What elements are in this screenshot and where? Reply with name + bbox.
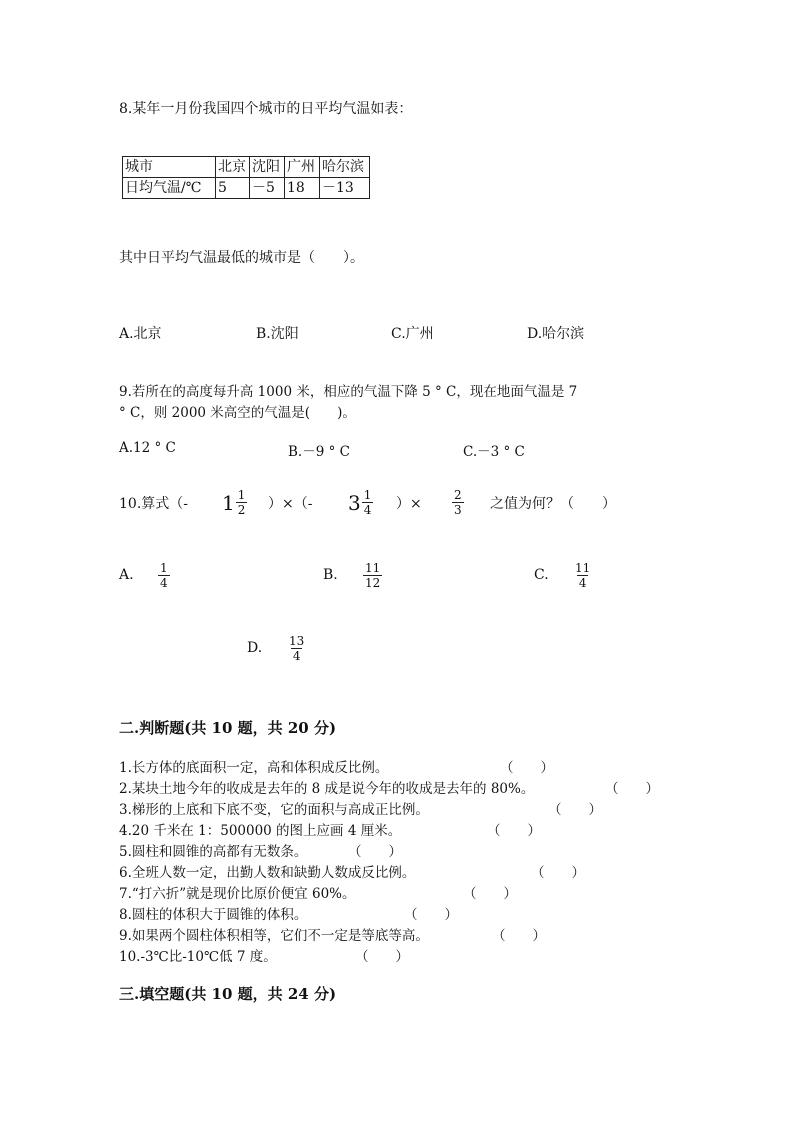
fraction-denominator: 4 bbox=[292, 649, 301, 663]
table-cell: 18 bbox=[285, 178, 320, 199]
answer-blank[interactable]: （ ） bbox=[355, 949, 409, 965]
table-cell: 北京 bbox=[216, 157, 250, 178]
q9-option-c[interactable]: C.－3 ° C bbox=[463, 444, 525, 460]
q8-option-d[interactable]: D.哈尔滨 bbox=[527, 326, 585, 342]
q8-option-c[interactable]: C.广州 bbox=[391, 326, 434, 342]
list-item bbox=[119, 882, 355, 902]
list-item bbox=[119, 861, 415, 881]
q8-option-b[interactable]: B.沈阳 bbox=[256, 326, 299, 342]
temperature-table bbox=[122, 156, 370, 199]
fraction-denominator: 4 bbox=[160, 576, 168, 590]
section3-title: 三.填空题(共 10 题，共 24 分) bbox=[119, 985, 337, 1003]
q10-option-b-fraction[interactable] bbox=[363, 561, 382, 590]
list-item bbox=[119, 924, 429, 944]
table-cell: 广州 bbox=[285, 157, 320, 178]
q8-option-a[interactable]: A.北京 bbox=[119, 326, 162, 342]
q10-suffix: 之值为何？（ ） bbox=[490, 496, 616, 512]
mixed-whole: 1 bbox=[222, 490, 235, 515]
fraction-denominator: 4 bbox=[363, 503, 372, 517]
answer-blank[interactable]: （ ） bbox=[500, 760, 554, 776]
q10-fraction bbox=[452, 488, 464, 517]
q10-option-a-fraction[interactable] bbox=[158, 561, 170, 590]
table-cell: －13 bbox=[320, 178, 370, 199]
list-item bbox=[119, 945, 277, 965]
q10-option-d-label[interactable]: D. bbox=[247, 640, 263, 656]
q10-mixed-number-2 bbox=[348, 488, 373, 517]
answer-blank[interactable]: （ ） bbox=[487, 823, 541, 839]
fraction-denominator: 2 bbox=[237, 503, 246, 517]
q10-operator-2: ）× bbox=[396, 496, 422, 512]
answer-blank[interactable]: （ ） bbox=[605, 781, 659, 797]
item-text: 5.圆柱和圆锥的高都有无数条。 bbox=[119, 844, 308, 860]
item-text: 3.梯形的上底和下底不变，它的面积与高成正比例。 bbox=[119, 802, 429, 818]
q10-operator-1: ）×（- bbox=[268, 496, 313, 512]
fraction-denominator: 12 bbox=[365, 576, 381, 590]
item-text: 10.-3℃比-10℃低 7 度。 bbox=[119, 949, 277, 965]
answer-blank[interactable]: （ ） bbox=[531, 865, 585, 881]
section2-title: 二.判断题(共 10 题，共 20 分) bbox=[119, 719, 337, 737]
fraction-numerator: 11 bbox=[575, 561, 591, 575]
table-cell: 5 bbox=[216, 178, 250, 199]
q8-question: 其中日平均气温最低的城市是（ ）。 bbox=[119, 250, 364, 266]
q10-option-a-label[interactable]: A. bbox=[119, 567, 134, 583]
q9-option-b[interactable]: B.－9 ° C bbox=[288, 444, 350, 460]
answer-blank[interactable]: （ ） bbox=[548, 802, 602, 818]
fraction-numerator: 2 bbox=[454, 488, 462, 502]
answer-blank[interactable]: （ ） bbox=[492, 928, 546, 944]
q9-stem-line2: ° C，则 2000 米高空的气温是( )。 bbox=[119, 405, 356, 421]
mixed-whole: 3 bbox=[348, 490, 361, 515]
fraction-numerator: 1 bbox=[160, 561, 168, 575]
fraction-numerator: 1 bbox=[237, 488, 246, 502]
list-item bbox=[119, 777, 534, 797]
item-text: 7.“打六折”就是现价比原价便宜 60%。 bbox=[119, 886, 356, 902]
answer-blank[interactable]: （ ） bbox=[348, 844, 402, 860]
answer-blank[interactable]: （ ） bbox=[404, 907, 458, 923]
table-cell: 沈阳 bbox=[250, 157, 285, 178]
fraction-numerator: 1 bbox=[363, 488, 372, 502]
item-text: 2.某块土地今年的收成是去年的 8 成是说今年的收成是去年的 80%。 bbox=[119, 781, 535, 797]
table-cell: 哈尔滨 bbox=[320, 157, 370, 178]
answer-blank[interactable]: （ ） bbox=[463, 886, 517, 902]
item-text: 1.长方体的底面积一定，高和体积成反比例。 bbox=[119, 760, 389, 776]
table-cell: －5 bbox=[250, 178, 285, 199]
q10-mixed-number-1 bbox=[222, 488, 247, 517]
table-cell: 城市 bbox=[123, 157, 216, 178]
q9-option-a[interactable]: A.12 ° C bbox=[119, 440, 176, 456]
fraction-numerator: 11 bbox=[365, 561, 381, 575]
list-item bbox=[119, 903, 307, 923]
q10-option-d-fraction[interactable] bbox=[287, 634, 306, 663]
q10-option-c-fraction[interactable] bbox=[573, 561, 592, 590]
item-text: 6.全班人数一定，出勤人数和缺勤人数成反比例。 bbox=[119, 865, 416, 881]
list-item bbox=[119, 798, 429, 818]
table-row bbox=[123, 178, 370, 199]
list-item bbox=[119, 840, 307, 860]
fraction-numerator: 13 bbox=[289, 634, 305, 648]
list-item bbox=[119, 819, 401, 839]
item-text: 4.20 千米在 1：500000 的图上应画 4 厘米。 bbox=[119, 823, 402, 839]
q9-stem-line1: 9.若所在的高度每升高 1000 米，相应的气温下降 5 ° C，现在地面气温是 7 bbox=[119, 384, 578, 400]
q10-prefix: 10.算式（- bbox=[119, 496, 188, 512]
table-header-row bbox=[123, 157, 370, 178]
table-cell: 日均气温/℃ bbox=[123, 178, 216, 199]
fraction-denominator: 3 bbox=[454, 503, 462, 517]
list-item bbox=[119, 756, 388, 776]
item-text: 8.圆柱的体积大于圆锥的体积。 bbox=[119, 907, 308, 923]
q10-option-b-label[interactable]: B. bbox=[323, 567, 338, 583]
item-text: 9.如果两个圆柱体积相等，它们不一定是等底等高。 bbox=[119, 928, 429, 944]
q10-option-c-label[interactable]: C. bbox=[534, 567, 549, 583]
q8-stem: 8.某年一月份我国四个城市的日平均气温如表： bbox=[119, 101, 413, 117]
fraction-denominator: 4 bbox=[578, 576, 587, 590]
